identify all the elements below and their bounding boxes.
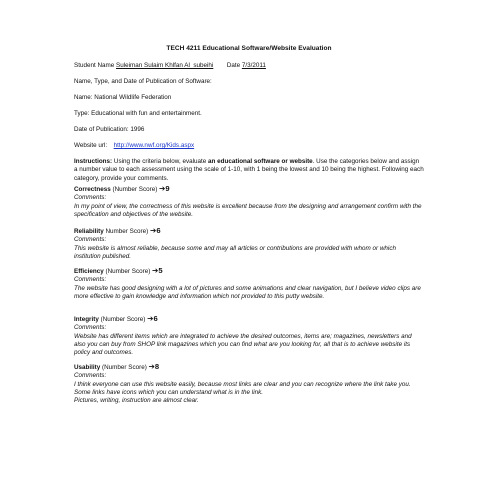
- student-name-label: Student Name: [74, 62, 115, 69]
- score-value: 6: [156, 226, 161, 235]
- instructions-label: Instructions:: [74, 158, 113, 165]
- score-value: 9: [165, 184, 170, 193]
- arrow-icon: ➔: [147, 314, 154, 323]
- comment-text: This website is almost reliable, because some and may all articles or contributions are provided with whom or which institution published.: [74, 244, 396, 260]
- category-name: Integrity: [74, 316, 99, 323]
- comments-label: Comments:: [74, 276, 107, 284]
- category-name: Efficiency: [74, 268, 104, 275]
- arrow-icon: ➔: [149, 226, 157, 235]
- category-efficiency: [74, 266, 424, 301]
- publication-date: Date of Publication: 1996: [74, 126, 145, 133]
- date-value: 7/3/2011: [241, 62, 266, 69]
- category-reliability: [74, 226, 424, 261]
- software-name: Name: National Wildlife Federation: [74, 94, 172, 101]
- comment-text-2: Pictures, writing, instruction are almost clear.: [74, 397, 199, 405]
- student-line: [74, 62, 266, 70]
- arrow-icon: ➔: [148, 362, 155, 371]
- category-heading: [74, 362, 424, 372]
- category-integrity: [74, 314, 424, 357]
- category-heading: [74, 314, 424, 324]
- arrow-icon: ➔: [152, 266, 159, 275]
- date-label: Date: [226, 62, 241, 69]
- website-link[interactable]: http://www.nwf.org/Kids.aspx: [113, 142, 195, 149]
- comments-label: Comments:: [74, 324, 107, 332]
- category-name: Usability: [74, 364, 101, 371]
- score-value: 6: [153, 314, 158, 323]
- name-type-date-label: Name, Type, and Date of Publication of Software:: [74, 78, 212, 85]
- instructions-text-before: Using the criteria below, evaluate: [113, 158, 207, 165]
- score-label: (Number Score): [112, 186, 158, 193]
- category-name: Reliability: [74, 228, 104, 235]
- instructions-text-after: . Use the categories below and assign a number value to each assessment using the scale of 1-10, with 1 being the lowest and 10 being the highest. Following each category, provide your comments.: [74, 158, 424, 182]
- comments-label: Comments:: [74, 194, 107, 202]
- category-heading: [74, 266, 424, 276]
- score-label: Number Score): [105, 228, 149, 235]
- comments-label: Comments:: [74, 236, 107, 244]
- student-name: Suleiman Sulaim Khlfan Al_subeihi: [116, 62, 214, 69]
- score-value: 5: [158, 266, 163, 275]
- score-label: (Number Score): [102, 364, 147, 371]
- category-name: Correctness: [74, 186, 111, 193]
- website-line: [74, 142, 194, 150]
- category-correctness: [74, 184, 424, 219]
- comment-text: Website has different items which are integrated to achieve the desired outcomes, items are; magazines, newsletters and also you can buy from SHOP link magazines which you can find what are you looking for, all that is to achieve website its policy and outcomes.: [74, 332, 412, 357]
- comment-text: I think everyone can use this website easily, because most links are clear and you can recognize where the link take you. Some links have icons which you can understand what is in the link.: [74, 380, 411, 396]
- score-label: (Number Score): [105, 268, 151, 275]
- category-heading: [74, 184, 424, 194]
- arrow-icon: ➔: [159, 184, 166, 193]
- website-label: Website url:: [74, 142, 108, 149]
- instructions-bold-phrase: an educational software or website: [208, 158, 313, 165]
- document-title: TECH 4211 Educational Software/Website Evaluation: [166, 45, 332, 52]
- comment-text: In my point of view, the correctness of this website is excellent because from the designing and arrangement confirm with the specification and objectives of the website.: [74, 202, 422, 218]
- score-value: 8: [154, 362, 160, 371]
- comments-label: Comments:: [74, 372, 107, 380]
- comment-text: The website has good designing with a lot of pictures and some animations and clear navigation, but I believe video clips are more effective to gain knowledge and information which not provided to this putty website.: [74, 284, 421, 300]
- score-label: (Number Score): [100, 316, 146, 323]
- software-type: Type: Educational with fun and entertainment.: [74, 110, 202, 117]
- category-usability: [74, 362, 424, 405]
- category-heading: [74, 226, 424, 236]
- instructions: [74, 158, 424, 183]
